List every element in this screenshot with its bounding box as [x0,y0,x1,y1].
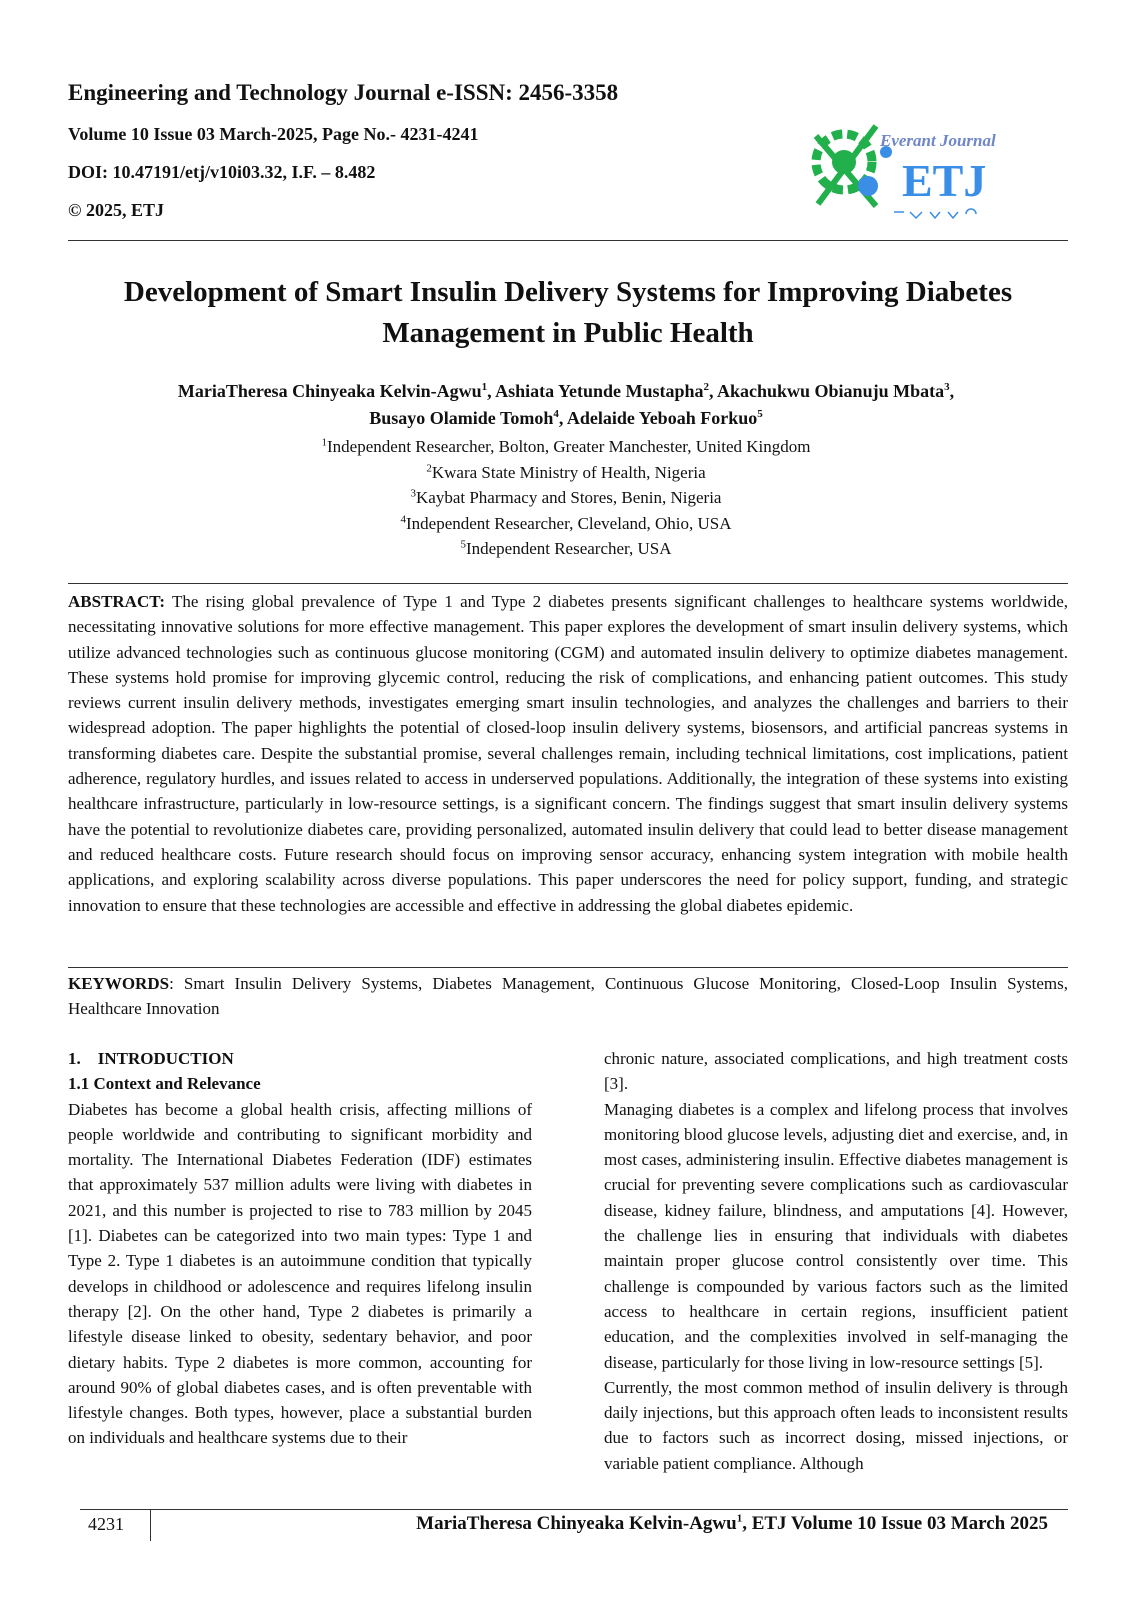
body-column-right [604,1046,1068,1476]
affiliation: $^4$Independent Researcher, Cleveland, Ohio, USA [400,512,732,533]
keywords [68,971,1068,1021]
abstract-bottom-divider [68,967,1068,968]
logo-text-main: ETJ [902,155,987,206]
keywords-text: : Smart Insulin Delivery Systems, Diabetes Management, Continuous Glucose Monitoring, Closed-Loop Insulin Systems, Healthcare Innovation [68,974,1068,1018]
affiliation: $^3$Kaybat Pharmacy and Stores, Benin, Nigeria [410,487,722,507]
author: Ashiata Yetunde Mustapha$^2$, [495,381,717,401]
journal-name: Engineering and Technology Journal e-ISSN: 2456-3358 [68,80,619,105]
body-column-left [68,1046,532,1451]
header-divider [68,240,1068,241]
footer-separator [150,1509,151,1541]
author: MariaTheresa Chinyeaka Kelvin-Agwu$^1$, [177,381,496,401]
logo-text-top: Everant Journal [880,131,996,150]
footer-divider [80,1509,1068,1510]
affiliation: $^1$Independent Researcher, Bolton, Greater Manchester, United Kingdom [321,436,811,456]
affiliation-list [80,434,1052,562]
abstract-label: ABSTRACT: [68,592,165,611]
body-paragraph: Managing diabetes is a complex and lifelong process that involves monitoring blood glucose levels, adjusting diet and exercise, and, in most cases, administering insulin. Effective diabetes management is crucial for preventing severe complications such as cardiovascular disease, kidney failure, blindness, and amputations [4]. However, the challenge lies in ensuring that individuals with diabetes maintain proper glucose control consistently over time. This challenge is compounded by various factors such as the limited access to healthcare in certain regions, insufficient patient education, and the complexities involved in self-managing the disease, particularly for those living in low-resource settings [5]. [604,1099,1068,1372]
journal-logo [806,116,1016,224]
body-paragraph: Diabetes has become a global health crisis, affecting millions of people worldwide and contributing to significant morbidity and mortality. The International Diabetes Federation (IDF) estimates that approximately 537 million adults were living with diabetes in 2021, and this number is projected to rise to 783 million by 2045 [1]. Diabetes can be categorized into two main types: Type 1 and Type 2. Type 1 diabetes is an autoimmune condition that typically develops in childhood or adolescence and requires lifelong insulin therapy [2]. On the other hand, Type 2 diabetes is primarily a lifestyle disease linked to obesity, sedentary behavior, and poor dietary habits. Type 2 diabetes is more common, accounting for around 90% of global diabetes cases, and is often preventable with lifestyle changes. Both types, however, place a substantial burden on individuals and healthcare systems due to their [68,1099,532,1448]
page-number: 4231 [88,1514,124,1534]
copyright-info: © 2025, ETJ [68,200,164,220]
paper-title: Development of Smart Insulin Delivery Systems for Improving Diabetes Management in Public Health [123,276,1013,349]
footer-citation: MariaTheresa Chinyeaka Kelvin-Agwu$^1$, ETJ Volume 10 Issue 03 March 2025 [416,1512,1048,1534]
author: Adelaide Yeboah Forkuo$^5$ [566,408,763,428]
section-heading: 1. INTRODUCTION [68,1049,234,1068]
body-paragraph: chronic nature, associated complications, and high treatment costs [3]. [604,1049,1068,1094]
affiliation: $^2$Kwara State Ministry of Health, Nigeria [426,461,706,482]
abstract-top-divider [68,583,1068,584]
volume-info: Volume 10 Issue 03 March-2025, Page No.- 4231-4241 [68,124,479,144]
author-list [80,378,1052,432]
doi-info: DOI: 10.47191/etj/v10i03.32, I.F. – 8.482 [68,162,376,182]
author: Akachukwu Obianuju Mbata$^3$, [717,381,955,401]
abstract [68,589,1068,918]
body-paragraph: Currently, the most common method of insulin delivery is through daily injections, but this approach often leads to inconsistent results due to factors such as incorrect dosing, missed injections, or variable patient compliance. Although [604,1377,1068,1473]
abstract-text: The rising global prevalence of Type 1 and Type 2 diabetes presents significant challenges to healthcare systems worldwide, necessitating innovative solutions for more effective management. This paper explores the development of smart insulin delivery systems, which utilize advanced technologies such as continuous glucose monitoring (CGM) and automated insulin delivery to optimize diabetes management. These systems hold promise for improving glycemic control, reducing the risk of complications, and enhancing patient outcomes. This study reviews current insulin delivery methods, investigates emerging smart insulin technologies, and analyzes the challenges and barriers to their widespread adoption. The paper highlights the potential of closed-loop insulin delivery systems, biosensors, and artificial pancreas systems in transforming diabetes care. Despite the substantial promise, several challenges remain, including technical limitations, cost implications, patient adherence, regulatory hurdles, and issues related to access in underserved populations. Additionally, the integration of these systems into existing healthcare infrastructure, particularly in low-resource settings, is a significant concern. The findings suggest that smart insulin delivery systems have the potential to revolutionize diabetes care, providing personalized, automated insulin delivery that could lead to better disease management and reduced healthcare costs. Future research should focus on improving sensor accuracy, enhancing system integration with mobile health applications, and exploring scalability across diverse populations. This paper underscores the need for policy support, funding, and strategic innovation to ensure that these technologies are accessible and effective in addressing the global diabetes epidemic. [68,592,1068,915]
subsection-heading: 1.1 Context and Relevance [68,1074,261,1094]
keywords-label: KEYWORDS [68,974,170,993]
author: Busayo Olamide Tomoh$^4$, [369,408,567,428]
affiliation: $^5$Independent Researcher, USA [460,538,672,558]
